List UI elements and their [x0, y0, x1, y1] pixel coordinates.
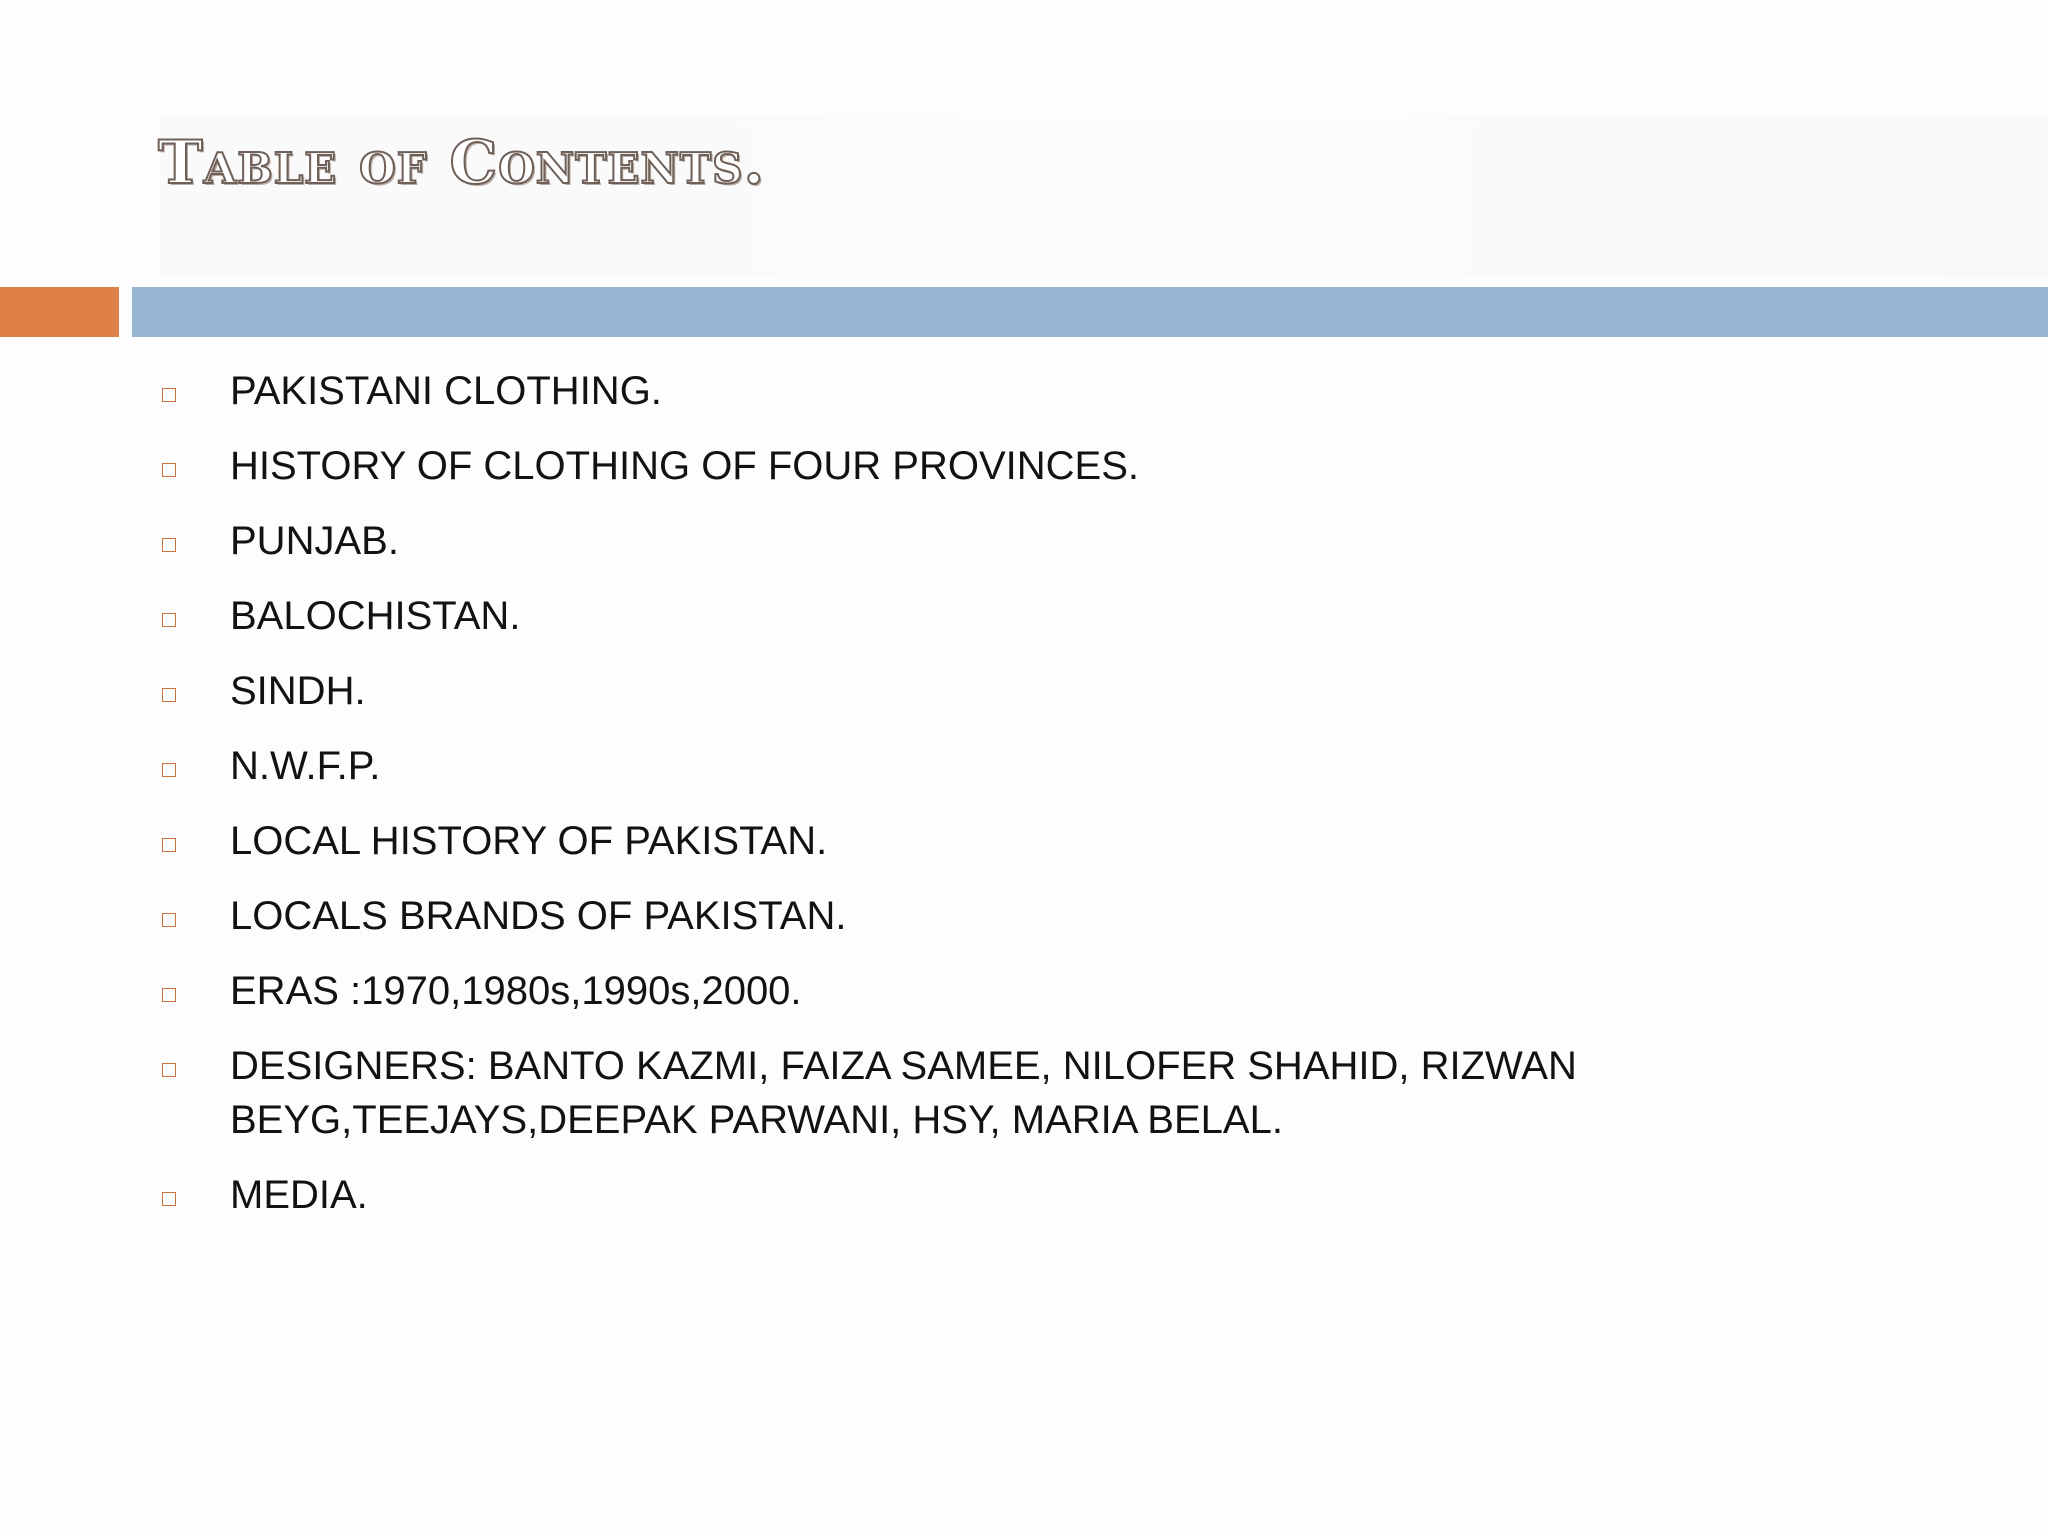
- list-item-text: PUNJAB.: [230, 519, 399, 563]
- list-item-text: LOCALS BRANDS OF PAKISTAN.: [230, 894, 847, 938]
- list-item-text: DESIGNERS: BANTO KAZMI, FAIZA SAMEE, NILOFER SHAHID, RIZWAN BEYG,TEEJAYS,DEEPAK PARWANI, HSY, MARIA BELAL.: [230, 1044, 1577, 1142]
- list-item: [158, 1039, 1878, 1147]
- table-of-contents-list: [158, 364, 1878, 1243]
- square-bullet-icon: [162, 688, 176, 702]
- square-bullet-icon: [162, 988, 176, 1002]
- list-item: [158, 739, 1878, 793]
- list-item: [158, 514, 1878, 568]
- list-item: [158, 889, 1878, 943]
- list-item: [158, 814, 1878, 868]
- list-item-text: ERAS :1970,1980s,1990s,2000.: [230, 969, 802, 1013]
- list-item: [158, 664, 1878, 718]
- square-bullet-icon: [162, 838, 176, 852]
- square-bullet-icon: [162, 463, 176, 477]
- square-bullet-icon: [162, 1192, 176, 1206]
- list-item-text: PAKISTANI CLOTHING.: [230, 369, 662, 413]
- header-bar: [132, 287, 2048, 337]
- square-bullet-icon: [162, 613, 176, 627]
- list-item-text: LOCAL HISTORY OF PAKISTAN.: [230, 819, 828, 863]
- accent-bar: [0, 287, 119, 337]
- list-item: [158, 964, 1878, 1018]
- list-item-text: MEDIA.: [230, 1173, 368, 1217]
- square-bullet-icon: [162, 913, 176, 927]
- list-item-text: BALOCHISTAN.: [230, 594, 521, 638]
- list-item: [158, 589, 1878, 643]
- square-bullet-icon: [162, 538, 176, 552]
- list-item-text: HISTORY OF CLOTHING OF FOUR PROVINCES.: [230, 444, 1140, 488]
- list-item: [158, 364, 1878, 418]
- list-item-text: N.W.F.P.: [230, 744, 381, 788]
- list-item: [158, 1168, 1878, 1222]
- slide-title: Table of Contents.: [158, 128, 766, 198]
- square-bullet-icon: [162, 1063, 176, 1077]
- square-bullet-icon: [162, 763, 176, 777]
- list-item-text: SINDH.: [230, 669, 366, 713]
- list-item: [158, 439, 1878, 493]
- square-bullet-icon: [162, 388, 176, 402]
